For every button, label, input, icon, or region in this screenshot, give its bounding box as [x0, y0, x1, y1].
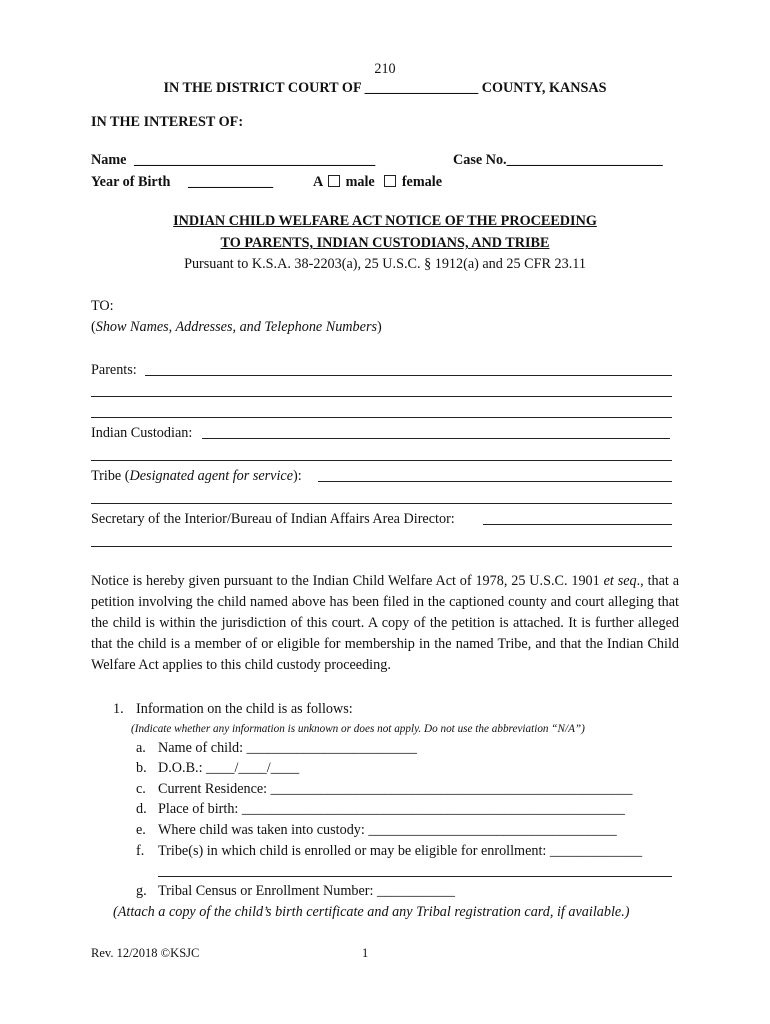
tribe-enrollment-line-2[interactable] — [158, 876, 672, 877]
secretary-label: Secretary of the Interior/Bureau of Indian Affairs Area Director: — [91, 511, 455, 527]
child-item-letter: g. — [136, 883, 147, 899]
year-of-birth-field[interactable]: ____________ — [188, 174, 274, 190]
name-label: Name — [91, 152, 127, 168]
child-info-note: (Indicate whether any information is unknown or does not apply. Do not use the abbreviation “N/A”) — [131, 723, 585, 735]
revision-footer: Rev. 12/2018 ©KSJC — [91, 946, 200, 960]
custodian-label: Indian Custodian: — [91, 425, 193, 441]
year-of-birth-label: Year of Birth — [91, 174, 171, 190]
secretary-line-1[interactable] — [483, 524, 672, 525]
notice-part1: Notice is hereby given pursuant to the Indian Child Welfare Act of 1978, 25 U.S.C. 1901 — [91, 573, 604, 589]
tribe-designated-agent: Designated agent for service — [129, 468, 294, 484]
notice-paragraph — [91, 571, 679, 676]
tribe-enrollment-field[interactable]: Tribe(s) in which child is enrolled or may be eligible for enrollment: _____________ — [158, 843, 643, 859]
child-name-field[interactable]: Name of child: ________________________ — [158, 740, 417, 756]
secretary-line-2[interactable] — [91, 546, 672, 547]
child-item-letter: b. — [136, 760, 147, 776]
parents-line-1[interactable] — [145, 375, 672, 376]
notice-part2: ., that a petition involving the child named above has been filed in the captioned county and court alleging that the child is within the jurisdiction of this court. A copy of the petition is attached. It is further alleged that the child is a member of or eligible for membership in the named Tribe, and that the Indian Child Welfare Act applies to this child custody proceeding. — [91, 573, 679, 673]
tribe-label — [91, 467, 302, 485]
attach-note: (Attach a copy of the child’s birth certificate and any Tribal registration card, if available.) — [113, 904, 630, 920]
female-checkbox[interactable] — [384, 175, 396, 187]
child-item-letter: c. — [136, 781, 146, 797]
case-blank: ______________________ — [506, 152, 663, 168]
in-the-interest-label: IN THE INTEREST OF: — [91, 114, 244, 130]
notice-title-line2: TO PARENTS, INDIAN CUSTODIANS, AND TRIBE — [220, 235, 550, 251]
current-residence-field[interactable]: Current Residence: ___________________________________________________ — [158, 781, 633, 797]
pursuant-statutes: Pursuant to K.S.A. 38-2203(a), 25 U.S.C. § 1912(a) and 25 CFR 23.11 — [184, 256, 586, 272]
to-label: TO: — [91, 298, 114, 314]
form-number: 210 — [374, 61, 396, 77]
to-instruction-text: Show Names, Addresses, and Telephone Numbers — [95, 319, 377, 335]
parents-line-2[interactable] — [91, 396, 672, 397]
notice-et-seq: et seq — [603, 573, 637, 589]
page-number: 1 — [362, 946, 369, 960]
court-caption — [0, 79, 770, 97]
child-info-heading: Information on the child is as follows: — [136, 701, 353, 717]
place-of-birth-field[interactable]: Place of birth: ______________________________________________________ — [158, 801, 625, 817]
tribe-suffix: ): — [293, 468, 302, 484]
custody-location-field[interactable]: Where child was taken into custody: ___________________________________ — [158, 822, 617, 838]
custodian-line-2[interactable] — [91, 460, 672, 461]
parents-label: Parents: — [91, 362, 137, 378]
child-dob-field[interactable]: D.O.B.: ____/____/____ — [158, 760, 300, 776]
name-field[interactable]: __________________________________ — [134, 152, 376, 168]
female-label: female — [401, 174, 442, 190]
tribe-prefix: Tribe ( — [91, 468, 130, 484]
county-blank: ________________ — [364, 80, 479, 96]
item-number: 1. — [113, 701, 124, 717]
case-number-field[interactable] — [453, 151, 663, 169]
case-label: Case No. — [453, 152, 507, 168]
court-suffix: COUNTY, KANSAS — [481, 80, 607, 96]
notice-title-line1: INDIAN CHILD WELFARE ACT NOTICE OF THE PROCEEDING — [173, 213, 597, 229]
sex-prefix: A — [313, 174, 323, 190]
to-instruction: (Show Names, Addresses, and Telephone Numbers) — [91, 319, 382, 335]
child-item-letter: a. — [136, 740, 146, 756]
enrollment-number-field[interactable]: Tribal Census or Enrollment Number: ___________ — [158, 883, 456, 899]
court-prefix: IN THE DISTRICT COURT OF — [163, 80, 362, 96]
custodian-line-1[interactable] — [202, 438, 670, 439]
sex-selection — [313, 173, 442, 191]
male-label: male — [345, 174, 375, 190]
parents-line-3[interactable] — [91, 417, 672, 418]
male-checkbox[interactable] — [328, 175, 340, 187]
tribe-line-2[interactable] — [91, 503, 672, 504]
child-item-letter: e. — [136, 822, 146, 838]
child-item-letter: d. — [136, 801, 147, 817]
child-item-letter: f. — [136, 843, 145, 859]
tribe-line-1[interactable] — [318, 481, 672, 482]
